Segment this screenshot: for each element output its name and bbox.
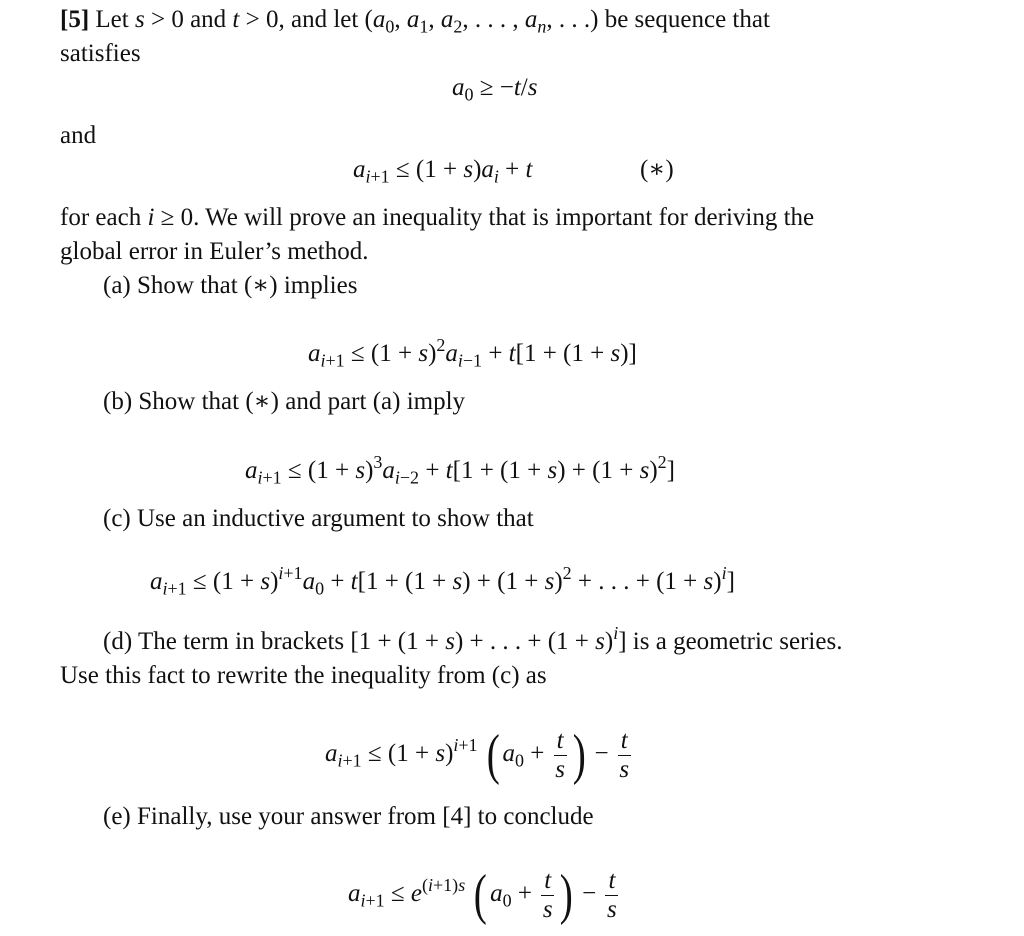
part-e-text: (e) Finally, use your answer from [4] to conclude bbox=[103, 803, 594, 830]
part-d-text-2: Use this fact to rewrite the inequality from (c) as bbox=[60, 662, 547, 689]
part-a-equation: $a_{i+1} \le (1 + s)^2a_{i-1} + t[1 + (1 + s)]$ bbox=[308, 335, 637, 371]
equation-recurrence: $a_{i+1} \le (1 + s)a_i + t$ bbox=[353, 156, 533, 187]
part-d-text-1: (d) The term in brackets [1 + (1 + s) + . . . + $(1 + s)^i$] is a geometric series. bbox=[103, 623, 843, 655]
part-c-equation: $a_{i+1} \le (1 + s)^{i+1}a_0 + t[1 + (1 + s) + (1 + s)^2$ + . . . + $(1 + s)^i$] bbox=[150, 563, 735, 599]
part-c-text: (c) Use an inductive argument to show that bbox=[103, 505, 534, 532]
part-b-equation: $a_{i+1} \le (1 + s)^3a_{i-2} + t[1 + (1 + s) + (1 + s)^2]$ bbox=[245, 452, 675, 488]
continuation-line-2: global error in Euler’s method. bbox=[60, 238, 369, 265]
intro-line-1: [5] Let s > 0 and t > 0, and let ($a_0$, $a_1$, $a_2$, . . . , $a_n$, . . .) be sequence that bbox=[60, 6, 770, 37]
continuation-line-1: for each i ≥ 0. We will prove an inequality that is important for deriving the bbox=[60, 204, 815, 231]
intro-line-2: satisfies bbox=[60, 40, 141, 67]
part-e-equation: $a_{i+1} \le e^{(i+1)s}$ ( $a_0$ + $\frac{t}{s}$ ) − $\frac{t}{s}$ bbox=[348, 864, 617, 927]
part-b-text: (b) Show that (∗) and part (a) imply bbox=[103, 388, 466, 415]
part-d-equation: $a_{i+1} \le (1 + s)^{i+1}$ ( $a_0$ + $\frac{t}{s}$ ) − $\frac{t}{s}$ bbox=[325, 724, 630, 787]
part-a-text: (a) Show that (∗) implies bbox=[103, 272, 358, 299]
and-text: and bbox=[60, 122, 97, 149]
equation-tag: (∗) bbox=[640, 156, 674, 183]
equation-initial-bound: $a_0 \ge -t/s$ bbox=[452, 74, 538, 105]
